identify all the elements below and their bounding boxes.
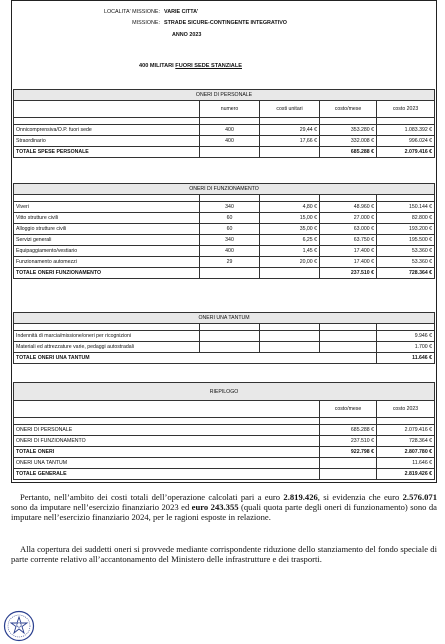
table-row: [14, 458, 435, 469]
localita-value: VARIE CITTA': [164, 9, 199, 15]
row-costo-unitario: 17,66 €: [260, 136, 320, 147]
row-costo-2023: 728.364 €: [377, 436, 435, 447]
table-total-row: [14, 268, 435, 279]
row-costo-mese: 353.280 €: [320, 125, 377, 136]
personale-title: ONERI DI PERSONALE: [14, 90, 435, 101]
row-costo-2023: 53.360 €: [377, 246, 435, 257]
row-costo-2023: 1.083.392 €: [377, 125, 435, 136]
militari-count: 400 MILITARI: [139, 63, 174, 69]
row-costo-2023: 996.024 €: [377, 136, 435, 147]
total-label: TOTALE ONERI: [14, 447, 320, 458]
anno-value: ANNO 2023: [172, 32, 202, 38]
row-costo-2023: 11.646 €: [377, 458, 435, 469]
table-row: [14, 257, 435, 268]
table-row: [14, 331, 435, 342]
row-label: Onnicomprensiva/O.P. fuori sede: [14, 125, 200, 136]
tantum-title: ONERI UNA TANTUM: [14, 313, 435, 324]
table-row: [14, 342, 435, 353]
row-costo-mese: 17.400 €: [320, 257, 377, 268]
personale-header-row: [14, 101, 435, 118]
row-costo-2023: 150.144 €: [377, 202, 435, 213]
row-costo-2023: 82.800 €: [377, 213, 435, 224]
table-row: [14, 246, 435, 257]
row-numero: 29: [200, 257, 260, 268]
row-costo-unitario: 6,25 €: [260, 235, 320, 246]
total-costo-2023: 11.646 €: [377, 353, 435, 364]
row-costo-mese: 17.400 €: [320, 246, 377, 257]
row-numero: 60: [200, 224, 260, 235]
personale-table: [13, 89, 435, 158]
row-costo-mese: 27.000 €: [320, 213, 377, 224]
row-numero: 60: [200, 213, 260, 224]
table-row: [14, 213, 435, 224]
table-row: [14, 224, 435, 235]
row-numero: 400: [200, 136, 260, 147]
militari-type: FUORI SEDE STANZIALE: [175, 63, 242, 69]
total-costo-mese: 237.510 €: [320, 268, 377, 279]
row-label: ONERI DI PERSONALE: [14, 425, 320, 436]
row-label: Funzionamento automezzi: [14, 257, 200, 268]
total-label: TOTALE SPESE PERSONALE: [14, 147, 200, 158]
republic-seal-icon: [3, 610, 35, 642]
row-costo-unitario: 29,44 €: [260, 125, 320, 136]
row-label: ONERI DI FUNZIONAMENTO: [14, 436, 320, 447]
table-row: [14, 136, 435, 147]
row-costo-2023: 53.360 €: [377, 257, 435, 268]
row-label: Alloggio strutture civili: [14, 224, 200, 235]
table-total-row: [14, 147, 435, 158]
total-costo-mese: 685.288 €: [320, 147, 377, 158]
paragraph-copertura: Alla copertura dei suddetti oneri si provvede mediante corrispondente riduzione dello stanziamento del fondo speciale di parte corrente relativo all’accantonamento del Ministero delle infrastrutture e dei trasporti.: [11, 544, 437, 565]
row-costo-unitario: 35,00 €: [260, 224, 320, 235]
row-costo-mese: 48.960 €: [320, 202, 377, 213]
table-total-row: [14, 447, 435, 458]
row-costo-mese: 63.000 €: [320, 224, 377, 235]
riepilogo-table: [13, 382, 435, 480]
row-label: Indennità di marcia/missione/oneri per ricognizioni: [14, 331, 200, 342]
row-numero: 340: [200, 202, 260, 213]
row-label: Servizi generali: [14, 235, 200, 246]
row-costo-unitario: 4,80 €: [260, 202, 320, 213]
row-label: ONERI UNA TANTUM: [14, 458, 320, 469]
row-label: Vitto strutture civili: [14, 213, 200, 224]
row-costo-mese: 237.510 €: [320, 436, 377, 447]
row-label: Equipaggiamento/vestiario: [14, 246, 200, 257]
table-header-cell: [14, 101, 200, 118]
row-label: Materiali ed attrezzature varie, pedaggi autostradali: [14, 342, 200, 353]
table-header-cell: costo/mese: [320, 401, 377, 418]
grand-total-row: [14, 469, 435, 480]
total-label: TOTALE GENERALE: [14, 469, 320, 480]
row-costo-unitario: 1,45 €: [260, 246, 320, 257]
tantum-table: [13, 312, 435, 364]
total-label: TOTALE ONERI UNA TANTUM: [14, 353, 377, 364]
localita-label: LOCALITA' MISSIONE:: [103, 9, 160, 15]
row-costo-2023: 2.079.416 €: [377, 425, 435, 436]
row-label: Viveri: [14, 202, 200, 213]
row-numero: 400: [200, 246, 260, 257]
funzionamento-title: ONERI DI FUNZIONAMENTO: [14, 184, 435, 195]
row-costo-unitario: 20,00 €: [260, 257, 320, 268]
table-header-cell: numero: [200, 101, 260, 118]
table-header-cell: costi unitari: [260, 101, 320, 118]
total-costo-2023: 728.364 €: [377, 268, 435, 279]
table-row: [14, 425, 435, 436]
riepilogo-header-row: [14, 401, 435, 418]
table-row: [14, 202, 435, 213]
table-header-cell: costo/mese: [320, 101, 377, 118]
table-header-cell: costo 2023: [377, 101, 435, 118]
row-costo-2023: 195.500 €: [377, 235, 435, 246]
grand-total-value: 2.819.426 €: [377, 469, 435, 480]
table-header-cell: costo 2023: [377, 401, 435, 418]
table-row: [14, 235, 435, 246]
missione-value: STRADE SICURE-CONTINGENTE INTEGRATIVO: [164, 20, 287, 26]
total-costo-2023: 2.807.780 €: [377, 447, 435, 458]
funzionamento-table: [13, 183, 435, 279]
total-costo-mese: 922.798 €: [320, 447, 377, 458]
row-costo-2023: 9.946 €: [377, 331, 435, 342]
table-row: [14, 125, 435, 136]
table-total-row: [14, 353, 435, 364]
row-numero: 340: [200, 235, 260, 246]
militari-line: [139, 63, 242, 69]
missione-label: MISSIONE:: [132, 20, 160, 26]
table-row: [14, 436, 435, 447]
riepilogo-title: RIEPILOGO: [14, 383, 435, 401]
row-label: Straordinario: [14, 136, 200, 147]
total-label: TOTALE ONERI FUNZIONAMENTO: [14, 268, 200, 279]
row-costo-unitario: 15,00 €: [260, 213, 320, 224]
total-costo-2023: 2.079.416 €: [377, 147, 435, 158]
row-numero: 400: [200, 125, 260, 136]
row-costo-2023: 1.700 €: [377, 342, 435, 353]
row-costo-mese: 332.008 €: [320, 136, 377, 147]
row-costo-mese: 685.288 €: [320, 425, 377, 436]
row-costo-2023: 193.200 €: [377, 224, 435, 235]
paragraph-imputazione: Pertanto, nell’ambito dei costi totali dell’operazione calcolati pari a euro 2.819.426, si evidenzia che euro 2.576.071 sono da imputare nell’esercizio finanziario 2023 ed euro 243.355 (quali quota parte degli oneri di funzionamento) sono da imputare nell’esercizio finanziario 2024, per le ragioni esposte in relazione.: [11, 492, 437, 523]
row-costo-mese: 63.750 €: [320, 235, 377, 246]
